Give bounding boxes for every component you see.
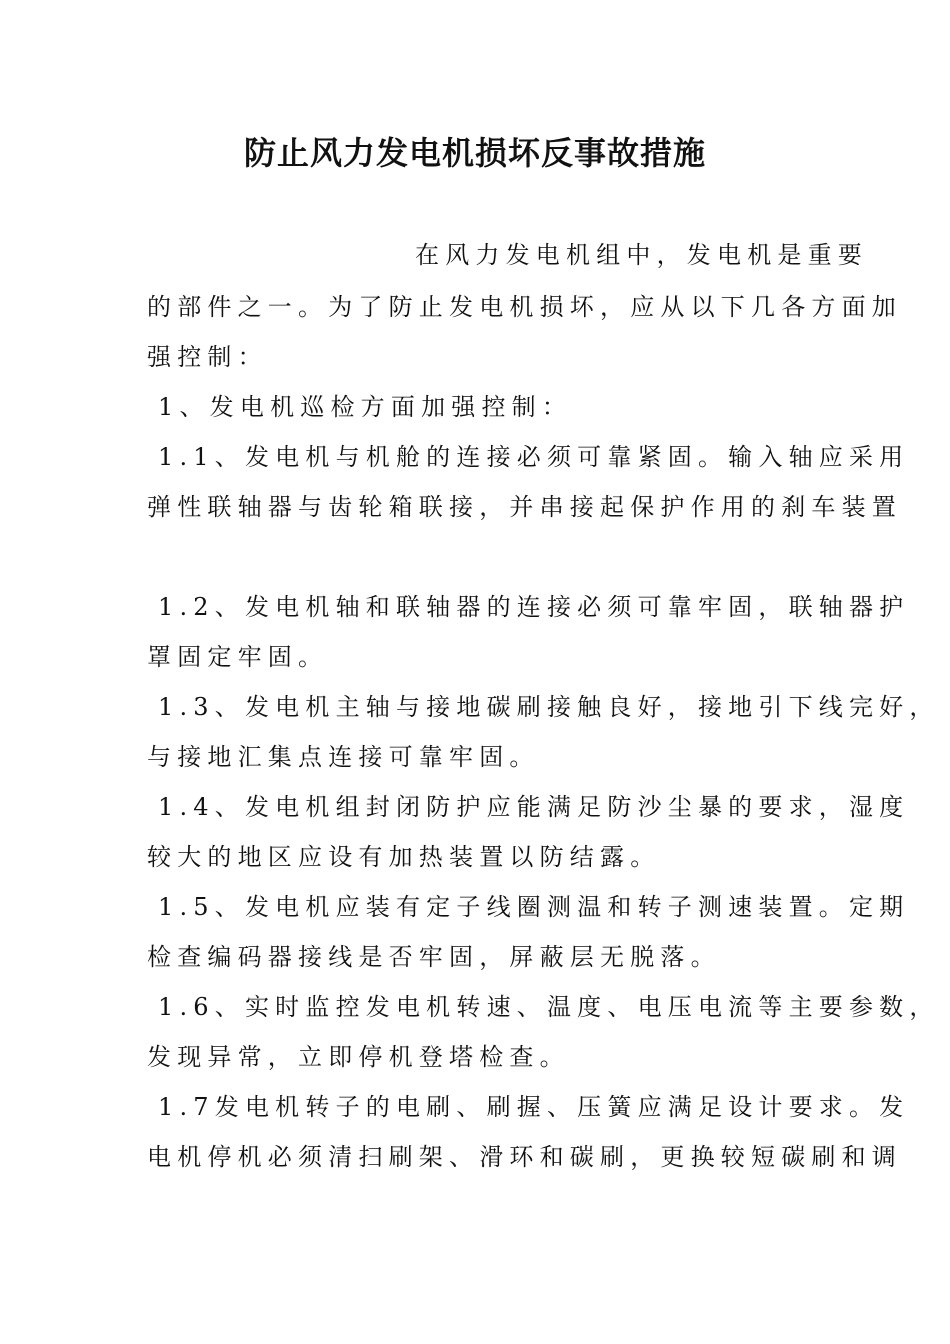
paragraph-line: 强控制：: [147, 343, 268, 371]
paragraph-line: 发现异常，立即停机登塔检查。: [147, 1043, 570, 1071]
paragraph-line: 弹性联轴器与齿轮箱联接，并串接起保护作用的刹车装置: [147, 493, 902, 521]
paragraph-line: 在风力发电机组中，发电机是重要: [415, 241, 868, 269]
paragraph-line: 电机停机必须清扫刷架、滑环和碳刷，更换较短碳刷和调: [147, 1143, 902, 1171]
paragraph-line: 检查编码器接线是否牢固，屏蔽层无脱落。: [147, 943, 721, 971]
paragraph-line: 与接地汇集点连接可靠牢固。: [147, 743, 540, 771]
paragraph-line: 1.5、发电机应装有定子线圈测温和转子测速装置。定期: [158, 893, 910, 921]
paragraph-line: 1.6、实时监控发电机转速、温度、电压电流等主要参数，: [158, 993, 940, 1021]
paragraph-line: 1.7发电机转子的电刷、刷握、压簧应满足设计要求。发: [158, 1093, 910, 1121]
paragraph-line: 1.2、发电机轴和联轴器的连接必须可靠牢固，联轴器护: [158, 593, 910, 621]
paragraph-line: 1.1、发电机与机舱的连接必须可靠紧固。输入轴应采用: [158, 443, 910, 471]
paragraph-line: 较大的地区应设有加热装置以防结露。: [147, 843, 661, 871]
paragraph-line: 的部件之一。为了防止发电机损坏，应从以下几各方面加: [147, 293, 902, 321]
section-heading: 1、发电机巡检方面加强控制：: [158, 393, 573, 421]
paragraph-line: 1.4、发电机组封闭防护应能满足防沙尘暴的要求，湿度: [158, 793, 910, 821]
document-title: 防止风力发电机损坏反事故措施: [243, 134, 706, 172]
paragraph-line: 罩固定牢固。: [147, 643, 329, 671]
paragraph-line: 1.3、发电机主轴与接地碳刷接触良好，接地引下线完好，: [158, 693, 940, 721]
